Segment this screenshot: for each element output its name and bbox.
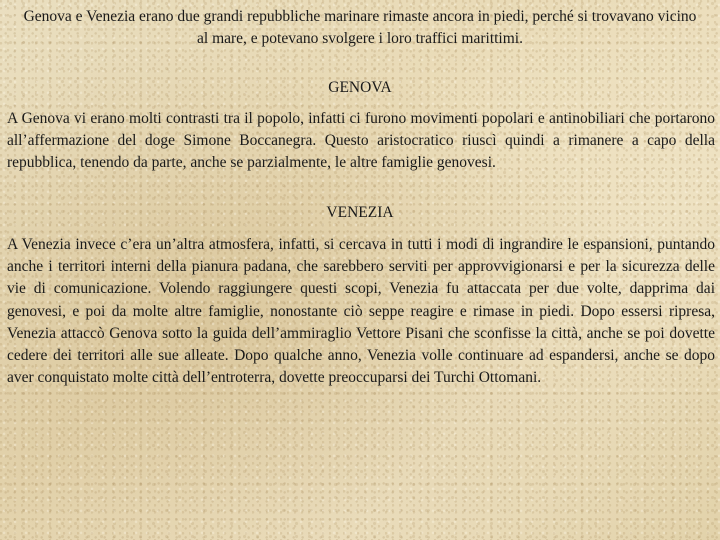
- intro-text: Genova e Venezia erano due grandi repubbliche marinare rimaste ancora in piedi, perché si trovavano vicino al mare, e potevano svolgere i loro traffici marittimi.: [23, 8, 697, 47]
- section-heading-genova: GENOVA: [328, 79, 392, 96]
- section-text-genova: A Genova vi erano molti contrasti tra il popolo, infatti ci furono movimenti popolari e antinobiliari che portarono all’affermazione del doge Simone Boccanegra. Questo aristocratico riuscì quindi a rimanere a capo della repubblica, tenendo da parte, anche se parzialmente, le altre famiglie genovesi.: [7, 110, 715, 172]
- section-heading-venezia: VENEZIA: [326, 204, 394, 221]
- section-text-venezia: A Venezia invece c’era un’altra atmosfera, infatti, si cercava in tutti i modi di ingrandire le espansioni, puntando anche i territori interni della pianura padana, che sarebbero serviti per approvvigionarsi e per la sicurezza delle vie di comunicazione. Volendo raggiungere questi scopi, Venezia fu attaccata per due volte, dapprima dai genovesi, e poi da molte altre famiglie, nonostante ciò seppe reagire e rimase in piedi. Dopo essersi ripresa, Venezia attaccò Genova sotto la guida dell’ammiraglio Vettore Pisani che sconfisse la città, anche se poi dovette cedere dei territori alle sue alleate. Dopo qualche anno, Venezia volle continuare ad espandersi, anche se dopo aver conquistato molte città dell’entroterra, dovette preoccuparsi dei Turchi Ottomani.: [7, 236, 715, 387]
